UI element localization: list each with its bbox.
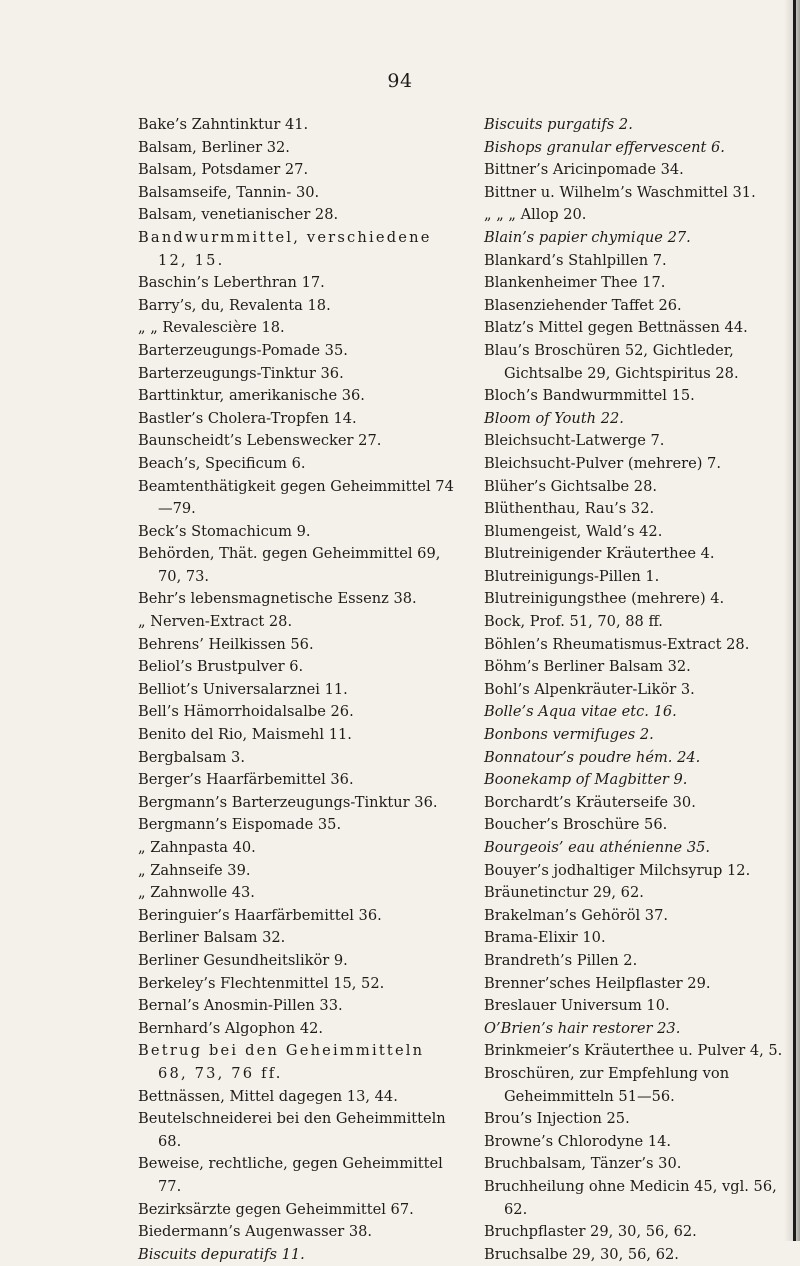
- index-entry: Bourgeois’ eau athénienne 35.: [484, 839, 711, 856]
- index-entry: Bohl’s Alpenkräuter-Likör 3.: [484, 680, 695, 698]
- index-entry: Bastler’s Cholera-Tropfen 14.: [138, 409, 357, 427]
- page-edge-line: [793, 0, 796, 1241]
- index-entry: Bolle’s Aqua vitae etc. 16.: [484, 703, 677, 721]
- index-entry: Barry’s, du, Revalenta 18.: [138, 296, 331, 314]
- index-entry: Bleichsucht-Pulver (mehrere) 7.: [484, 454, 721, 472]
- index-entry: Böhlen’s Rheumatismus-Extract 28.: [484, 635, 750, 653]
- index-entry: Bell’s Hämorrhoidalsalbe 26.: [138, 703, 354, 721]
- index-entry: Berger’s Haarfärbemittel 36.: [138, 771, 354, 789]
- index-entry: Berliner Balsam 32.: [138, 929, 286, 947]
- index-entry: Blankard’s Stahlpillen 7.: [484, 251, 667, 269]
- index-entry: Blutreinigender Kräuterthee 4.: [484, 545, 715, 563]
- index-entry: Blankenheimer Thee 17.: [484, 274, 666, 292]
- index-entry: Beamtenthätigkeit gegen Geheimmittel 74—79.: [138, 477, 454, 518]
- index-entry: Brou’s Injection 25.: [484, 1110, 630, 1128]
- index-entry: Bleichsucht-Latwerge 7.: [484, 432, 665, 450]
- index-entry: Bruchpflaster 29, 30, 56, 62.: [484, 1223, 697, 1241]
- index-entry: Barttinktur, amerikanische 36.: [138, 387, 365, 405]
- index-entry: Beliol’s Brustpulver 6.: [138, 658, 304, 676]
- index-entry: Bock, Prof. 51, 70, 88 ff.: [484, 613, 663, 631]
- index-entry: Bergbalsam 3.: [138, 748, 245, 766]
- index-entry: Borchardt’s Kräuterseife 30.: [484, 793, 696, 811]
- index-entry: Barterzeugungs-Pomade 35.: [138, 341, 348, 359]
- index-entry: Breslauer Universum 10.: [484, 997, 670, 1015]
- index-entry: Bishops granular effervescent 6.: [484, 138, 725, 156]
- index-entry: Boonekamp of Magbitter 9.: [484, 771, 688, 789]
- index-entry: Bonbons vermifuges 2.: [484, 726, 654, 744]
- index-entry: Beach’s, Specificum 6.: [138, 454, 306, 472]
- index-entry: Beck’s Stomachicum 9.: [138, 522, 311, 540]
- index-entry: Beutelschneiderei bei den Geheimmitteln 68.: [138, 1110, 446, 1150]
- index-entry: Browne’s Chlorodyne 14.: [484, 1132, 672, 1150]
- index-entry: Betrug bei den Geheimmitteln 68, 73, 76 ff.: [138, 1042, 425, 1082]
- index-entry: Bruchbalsam, Tänzer’s 30.: [484, 1155, 682, 1173]
- index-entry: Bloom of Youth 22.: [484, 409, 624, 427]
- index-entry: Bittner’s Aricinpomade 34.: [484, 161, 684, 179]
- page-number: 94: [387, 70, 413, 92]
- index-entry: Bloch’s Bandwurmmittel 15.: [484, 387, 695, 405]
- index-entry: Blain’s papier chymique 27.: [484, 228, 691, 246]
- index-entry: Bernal’s Anosmin-Pillen 33.: [138, 997, 343, 1015]
- index-entry: Bezirksärzte gegen Geheimmittel 67.: [138, 1200, 414, 1218]
- index-entry: Blutreinigungsthee (mehrere) 4.: [484, 590, 725, 608]
- index-entry: „ „ „ Allop 20.: [484, 206, 587, 224]
- index-entry: Behr’s lebensmagnetische Essenz 38.: [138, 590, 417, 608]
- index-entry: Baschin’s Leberthran 17.: [138, 274, 325, 292]
- index-entry: Blüher’s Gichtsalbe 28.: [484, 477, 658, 495]
- index-entry: Bruchsalbe 29, 30, 56, 62.: [484, 1245, 679, 1263]
- page-gutter-shadow: [784, 0, 800, 1241]
- index-entry: Bittner u. Wilhelm’s Waschmittel 31.: [484, 183, 756, 201]
- index-entry: Blau’s Broschüren 52, Gichtleder, Gichtsalbe 29, Gichtspiritus 28.: [484, 341, 739, 382]
- index-entry: „ Zahnwolle 43.: [138, 884, 255, 902]
- index-entry: O’Brien’s hair restorer 23.: [484, 1019, 681, 1037]
- index-entry: Balsam, Potsdamer 27.: [138, 161, 309, 179]
- index-entry: Barterzeugungs-Tinktur 36.: [138, 364, 344, 382]
- index-entry: Bouyer’s jodhaltiger Milchsyrup 12.: [484, 861, 751, 879]
- index-entry: Bandwurmmittel, verschiedene 12, 15.: [138, 228, 432, 269]
- index-entry: Balsam, venetianischer 28.: [138, 206, 339, 224]
- index-entry: „ Zahnseife 39.: [138, 861, 251, 879]
- index-entry: Bake’s Zahntinktur 41.: [138, 116, 309, 133]
- index-entry: Biscuits depuratifs 11.: [138, 1245, 305, 1263]
- index-entry: „ Zahnpasta 40.: [138, 839, 256, 856]
- index-entry: Böhm’s Berliner Balsam 32.: [484, 658, 691, 676]
- index-entry: Bettnässen, Mittel dagegen 13, 44.: [138, 1087, 398, 1105]
- index-entry: Beweise, rechtliche, gegen Geheimmittel 77.: [138, 1155, 443, 1195]
- index-entry: Berliner Gesundheitslikör 9.: [138, 951, 348, 969]
- index-entry: Bergmann’s Eispomade 35.: [138, 816, 342, 834]
- index-entry: Bruchheilung ohne Medicin 45, vgl. 56, 62.: [484, 1177, 777, 1218]
- index-entry: Berkeley’s Flechtenmittel 15, 52.: [138, 974, 385, 992]
- index-entry: Biedermann’s Augenwasser 38.: [138, 1223, 373, 1241]
- index-entry: „ „ Revalescière 18.: [138, 319, 285, 337]
- index-entry: Beringuier’s Haarfärbemittel 36.: [138, 906, 382, 924]
- index-entry: Behörden, Thät. gegen Geheimmittel 69, 70, 73.: [138, 545, 441, 585]
- index-entry: Brandreth’s Pillen 2.: [484, 951, 638, 969]
- index-entry: Brinkmeier’s Kräuterthee u. Pulver 4, 5.: [484, 1042, 783, 1060]
- index-entry: Blasenziehender Taffet 26.: [484, 296, 682, 314]
- index-entry: Biscuits purgatifs 2.: [484, 116, 633, 133]
- index-entry: Bonnatour’s poudre hém. 24.: [484, 748, 701, 766]
- index-entry: Blatz’s Mittel gegen Bettnässen 44.: [484, 319, 748, 337]
- index-entry: Balsamseife, Tannin- 30.: [138, 183, 320, 201]
- index-entry: Broschüren, zur Empfehlung von Geheimmitteln 51—56.: [484, 1064, 730, 1105]
- index-entry: Blutreinigungs-Pillen 1.: [484, 567, 660, 585]
- index-entry: Balsam, Berliner 32.: [138, 138, 290, 156]
- index-column-right: [484, 114, 784, 1266]
- index-entry: Baunscheidt’s Lebenswecker 27.: [138, 432, 382, 450]
- index-entry: Blumengeist, Wald’s 42.: [484, 522, 663, 540]
- index-entry: Brama-Elixir 10.: [484, 929, 606, 947]
- index-entry: Bergmann’s Barterzeugungs-Tinktur 36.: [138, 793, 438, 811]
- index-entry: Blüthenthau, Rau’s 32.: [484, 500, 655, 518]
- index-entry: Behrens’ Heilkissen 56.: [138, 635, 314, 653]
- index-entry: Brenner’sches Heilpflaster 29.: [484, 974, 711, 992]
- index-entry: Boucher’s Broschüre 56.: [484, 816, 668, 834]
- index-entry: Belliot’s Universalarznei 11.: [138, 680, 348, 698]
- index-entry: Bernhard’s Algophon 42.: [138, 1019, 324, 1037]
- index-entry: Brakelman’s Gehöröl 37.: [484, 906, 669, 924]
- index-column-left: [138, 114, 458, 1266]
- index-entry: „ Nerven-Extract 28.: [138, 613, 293, 631]
- index-entry: Bräunetinctur 29, 62.: [484, 884, 644, 902]
- index-entry: Benito del Rio, Maismehl 11.: [138, 726, 352, 744]
